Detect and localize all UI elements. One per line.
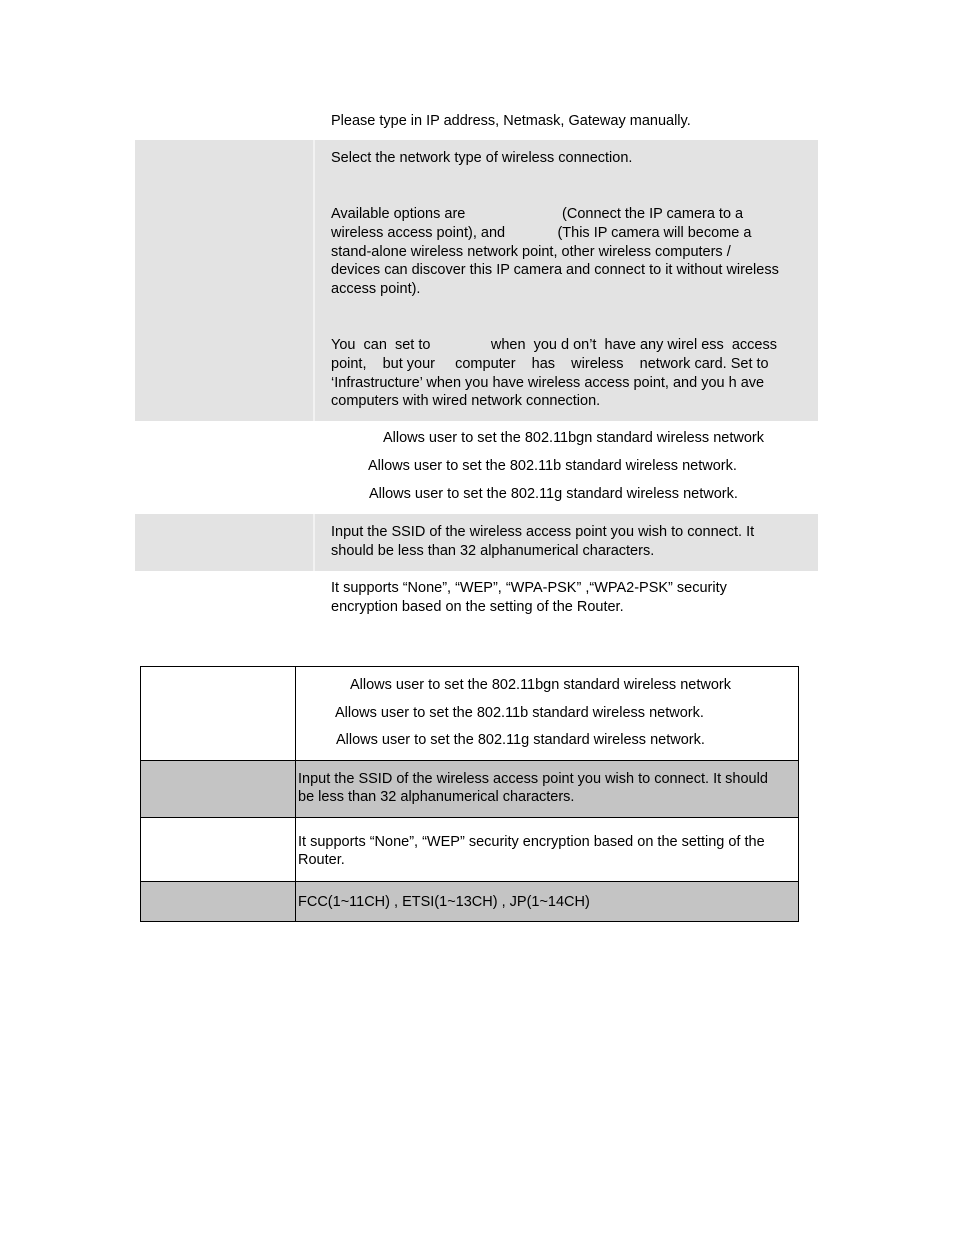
network-type-usage <box>331 336 809 411</box>
table-label-cell <box>141 818 296 881</box>
manual-ip-instruction: Please type in IP address, Netmask, Gateway manually. <box>331 113 691 129</box>
network-type-label-cell <box>135 140 315 421</box>
usage-line: computers with wired network connection. <box>331 393 601 410</box>
table-value-cell <box>296 818 798 881</box>
table-label-cell <box>141 667 296 760</box>
options-line: wireless access point), and (This IP camera will become a <box>331 224 752 241</box>
table-mode-bgn-text: Allows user to set the 802.11bgn standard wireless network <box>350 677 731 693</box>
table-label-cell <box>141 761 296 817</box>
table-value-cell <box>296 882 798 921</box>
table-value-cell <box>296 761 798 817</box>
options-line: Available options are (Connect the IP camera to a <box>331 206 744 222</box>
table-region-text: FCC(1~11CH) , ETSI(1~13CH) , JP(1~14CH) <box>298 894 590 910</box>
ssid-line: Input the SSID of the wireless access point you wish to connect. It <box>331 524 755 540</box>
encryption-line: encryption based on the setting of the Router. <box>331 598 624 615</box>
table-mode-b-text: Allows user to set the 802.11b standard wireless network. <box>335 705 704 721</box>
mode-g-text: Allows user to set the 802.11g standard wireless network. <box>369 486 738 502</box>
table-label-cell <box>141 882 296 921</box>
options-line: devices can discover this IP camera and connect to it without wireless <box>331 262 779 279</box>
network-type-options <box>331 205 811 299</box>
options-line: access point). <box>331 281 421 298</box>
network-type-description: Select the network type of wireless connection. <box>331 150 633 166</box>
options-line: stand-alone wireless network point, other wireless computers / <box>331 243 731 260</box>
usage-line: ‘Infrastructure’ when you have wireless access point, and you h ave <box>331 374 765 391</box>
table-row-encryption <box>141 818 798 882</box>
table-encryption-text <box>298 833 797 869</box>
mode-bgn-text: Allows user to set the 802.11bgn standard wireless network <box>383 430 764 446</box>
table-ssid-line: be less than 32 alphanumerical characters. <box>298 789 575 805</box>
mode-b-text: Allows user to set the 802.11b standard wireless network. <box>368 458 737 474</box>
ssid-label-cell <box>135 514 315 571</box>
ssid-line: should be less than 32 alphanumerical characters. <box>331 542 655 559</box>
table-row-ssid <box>141 761 798 818</box>
table-encryption-line: Router. <box>298 852 345 868</box>
table-ssid-line: Input the SSID of the wireless access point you wish to connect. It should <box>298 771 768 787</box>
ssid-description <box>331 523 811 561</box>
table-ssid-text <box>298 770 797 806</box>
table-row-region <box>141 882 798 921</box>
table-row-mode <box>141 667 798 761</box>
usage-line: point, but your computer has wireless network card. Set to <box>331 355 769 372</box>
usage-line: You can set to when you d on’t have any wirel ess access <box>331 337 777 353</box>
wireless-settings-table <box>140 666 799 922</box>
encryption-line: It supports “None”, “WEP”, “WPA-PSK” ,“WPA2-PSK” security <box>331 580 727 596</box>
table-encryption-line: It supports “None”, “WEP” security encryption based on the setting of the <box>298 834 765 850</box>
table-value-cell <box>296 667 798 760</box>
table-mode-g-text: Allows user to set the 802.11g standard wireless network. <box>336 732 705 748</box>
encryption-description <box>331 579 811 617</box>
